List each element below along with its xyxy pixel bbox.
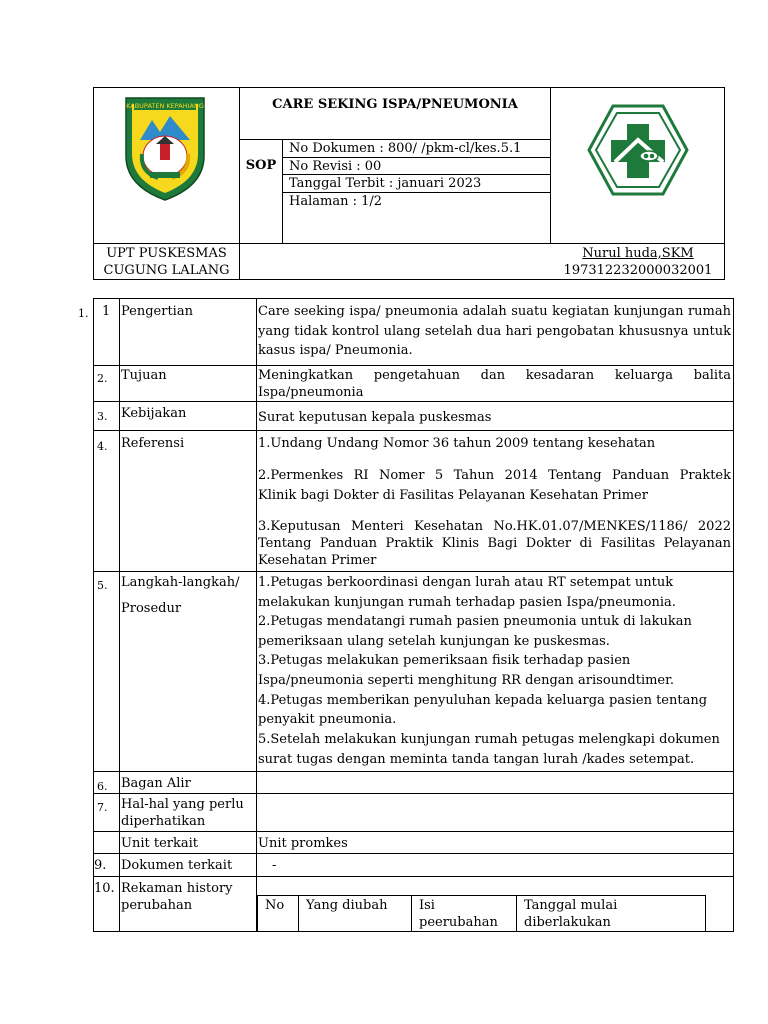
sop-label: SOP — [245, 158, 277, 173]
kabupaten-logo — [120, 94, 210, 204]
history-col-no: No — [265, 898, 285, 913]
revision-number: No Revisi : 00 — [289, 159, 382, 174]
issue-date: Tanggal Terbit : januari 2023 — [289, 176, 482, 191]
row-content-line: Surat keputusan kepala puskesmas — [258, 410, 492, 425]
row-content-line: penyakit pneumonia. — [258, 712, 397, 727]
row-content-line: 3.Keputusan Menteri Kesehatan No.HK.01.07/MENKES/1186/ 2022 — [258, 519, 731, 534]
row-label: Tujuan — [121, 368, 167, 383]
row-content-line: Ispa/pneumonia seperti menghitung RR dengan arisoundtimer. — [258, 673, 675, 688]
page-number: Halaman : 1/2 — [289, 194, 383, 209]
row-number: 2. — [97, 372, 108, 385]
history-col-changed: Yang diubah — [306, 898, 388, 913]
row-content-line: Tentang Panduan Praktik Klinis Bagi Dokter di Fasilitas Pelayanan — [258, 536, 731, 551]
row-label: Rekaman history — [121, 881, 233, 896]
doc-number: No Dokumen : 800/ /pkm-cl/kes.5.1 — [289, 141, 522, 156]
row-content-line: yang tidak kontrol ulang setelah dua hari pengobatan khususnya untuk — [258, 324, 731, 339]
row-content-line: Meningkatkan pengetahuan dan kesadaran keluarga balita — [258, 368, 731, 383]
row-label: Dokumen terkait — [121, 858, 233, 873]
logo-banner-text: KABUPATEN KEPAHIANG — [126, 102, 204, 110]
row-number: 1. — [78, 307, 89, 320]
signer-nip: 197312232000032001 — [563, 263, 713, 278]
row-content-line: Unit promkes — [258, 836, 348, 851]
row-number: 5. — [97, 579, 108, 592]
row-label: Pengertian — [121, 304, 193, 319]
puskesmas-logo — [587, 104, 689, 196]
page-title: CARE SEKING ISPA/PNEUMONIA — [272, 97, 518, 112]
row-content-line: Ispa/pneumonia — [258, 385, 364, 400]
row-content-line: 5.Setelah melakukan kunjungan rumah petugas melengkapi dokumen — [258, 732, 720, 747]
row-content-line: Klinik bagi Dokter di Fasilitas Pelayanan Kesehatan Primer — [258, 488, 648, 503]
row-content-line: 1.Petugas berkoordinasi dengan lurah atau RT setempat untuk — [258, 575, 674, 590]
row-label: Hal-hal yang perlu — [121, 797, 244, 812]
row-content-line: pemeriksaan ulang setelah kunjungan ke puskesmas. — [258, 634, 610, 649]
row-content-line: Kesehatan Primer — [258, 553, 377, 568]
row-number: 3. — [97, 410, 108, 423]
row-content-line: 3.Petugas melakukan pemeriksaan fisik terhadap pasien — [258, 653, 631, 668]
row-label: Kebijakan — [121, 406, 187, 421]
row-number: 10. — [94, 881, 115, 896]
history-col-date-cont: diberlakukan — [524, 915, 611, 930]
row-content-line: 2.Permenkes RI Nomer 5 Tahun 2014 Tentang Panduan Praktek — [258, 468, 731, 483]
row-label-cont: Prosedur — [121, 601, 182, 616]
row-label: Unit terkait — [121, 836, 198, 851]
history-col-content-cont: peerubahan — [419, 915, 498, 930]
history-col-content: Isi — [419, 898, 435, 913]
row-content-line: 4.Petugas memberikan penyuluhan kepada keluarga pasien tentang — [258, 693, 708, 708]
row-label: Referensi — [121, 436, 185, 451]
row-number: 6. — [97, 780, 108, 793]
row-number-inner: 1 — [102, 304, 111, 319]
row-number: 7. — [97, 801, 108, 814]
row-content-line: kasus ispa/ Pneumonia. — [258, 343, 413, 358]
row-content-line: 1.Undang Undang Nomor 36 tahun 2009 tentang kesehatan — [258, 436, 656, 451]
org-name-line2: CUGUNG LALANG — [103, 263, 230, 278]
row-content-line: surat tugas dengan meminta tanda tangan lurah /kades setempat. — [258, 752, 695, 767]
row-number: 4. — [97, 440, 108, 453]
row-label-cont: perubahan — [121, 898, 193, 913]
org-name-line1: UPT PUSKESMAS — [106, 246, 227, 261]
row-content-line: 2.Petugas mendatangi rumah pasien pneumonia untuk di lakukan — [258, 614, 692, 629]
row-label-cont: diperhatikan — [121, 814, 206, 829]
row-content-line: melakukan kunjungan rumah terhadap pasien Ispa/pneumonia. — [258, 595, 676, 610]
row-label: Langkah-langkah/ — [121, 575, 240, 590]
row-number: 9. — [94, 858, 107, 873]
row-content-line: Care seeking ispa/ pneumonia adalah suatu kegiatan kunjungan rumah — [258, 304, 731, 319]
row-content-line: - — [272, 858, 277, 873]
signer-name: Nurul huda,SKM — [582, 246, 694, 261]
row-label: Bagan Alir — [121, 776, 191, 791]
history-col-date: Tanggal mulai — [524, 898, 618, 913]
